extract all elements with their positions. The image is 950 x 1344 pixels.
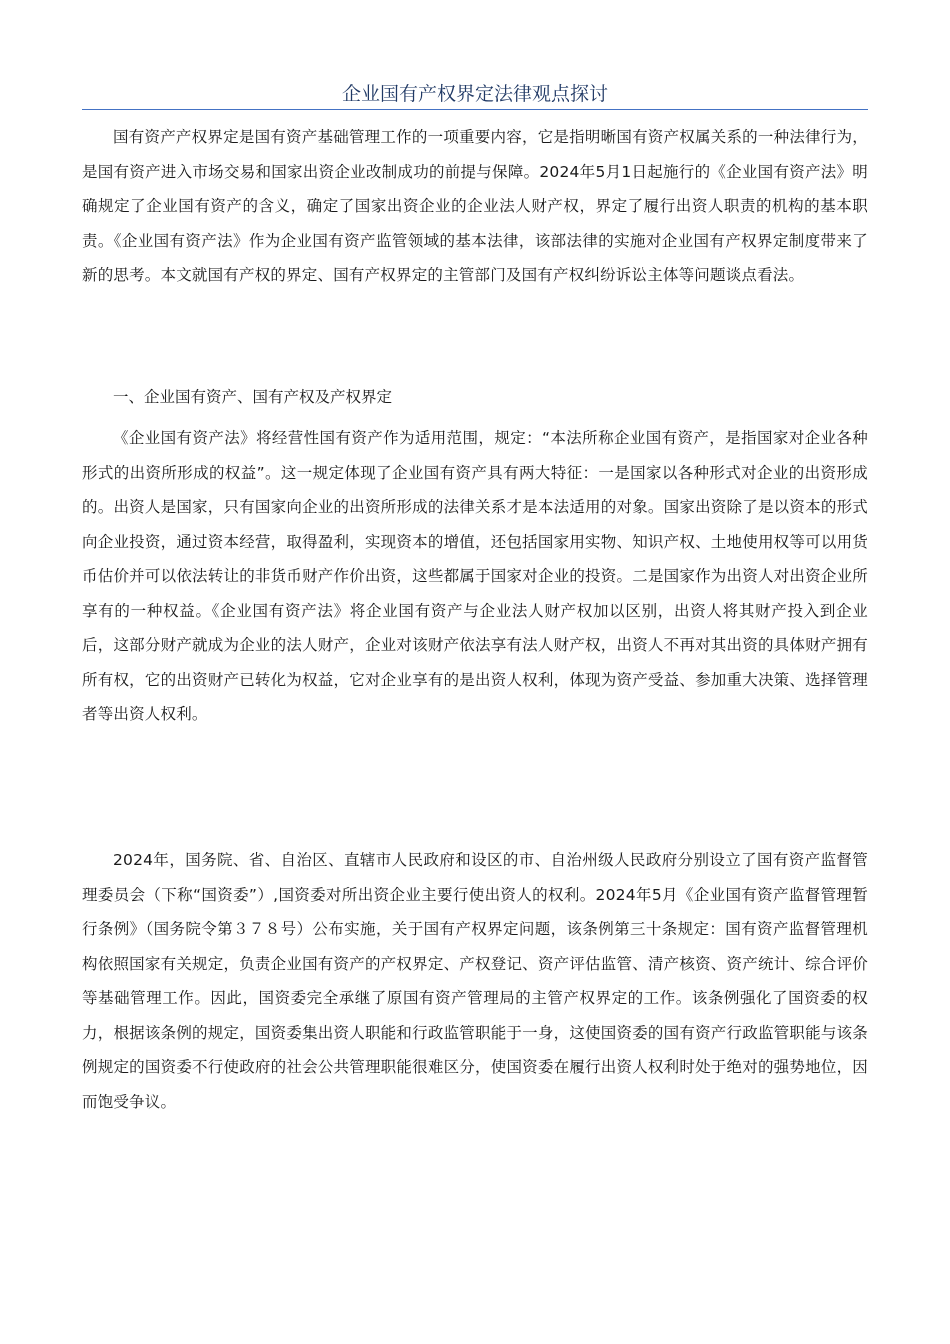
section-1-paragraph-1: 《企业国有资产法》将经营性国有资产作为适用范围，规定：“本法所称企业国有资产，是指国家对企业各种形式的出资所形成的权益”。这一规定体现了企业国有资产具有两大特征：一是国家以各种形式对企业的出资形成的。出资人是国家，只有国家向企业的出资所形成的法律关系才是本法适用的对象。国家出资除了是以资本的形式向企业投资，通过资本经营，取得盈利，实现资本的增值，还包括国家用实物、知识产权、土地使用权等可以用货币估价并可以依法转让的非货币财产作价出资，这些都属于国家对企业的投资。二是国家作为出资人对出资企业所享有的一种权益。《企业国有资产法》将企业国有资产与企业法人财产权加以区别，出资人将其财产投入到企业后，这部分财产就成为企业的法人财产，企业对该财产依法享有法人财产权，出资人不再对其出资的具体财产拥有所有权，它的出资财产已转化为权益，它对企业享有的是出资人权利，体现为资产受益、参加重大决策、选择管理者等出资人权利。	[82, 429, 868, 723]
section-heading-1: 一、企业国有资产、国有产权及产权界定	[113, 388, 393, 406]
intro-paragraph: 国有资产产权界定是国有资产基础管理工作的一项重要内容，它是指明晰国有资产权属关系的一种法律行为，是国有资产进入市场交易和国家出资企业改制成功的前提与保障。2024年5月1日起施行的《企业国有资产法》明确规定了企业国有资产的含义，确定了国家出资企业的企业法人财产权，界定了履行出资人职责的机构的基本职责。《企业国有资产法》作为企业国有资产监管领域的基本法律，该部法律的实施对企业国有产权界定制度带来了新的思考。本文就国有产权的界定、国有产权界定的主管部门及国有产权纠纷诉讼主体等问题谈点看法。	[82, 128, 868, 284]
section-1-paragraph-2: 2024年，国务院、省、自治区、直辖市人民政府和设区的市、自治州级人民政府分别设立了国有资产监督管理委员会（下称“国资委”）,国资委对所出资企业主要行使出资人的权利。2024年5月《企业国有资产监督管理暂行条例》（国务院令第３７８号）公布实施，关于国有产权界定问题，该条例第三十条规定：国有资产监督管理机构依照国家有关规定，负责企业国有资产的产权界定、产权登记、资产评估监管、清产核资、资产统计、综合评价等基础管理工作。因此，国资委完全承继了原国有资产管理局的主管产权界定的工作。该条例强化了国资委的权力，根据该条例的规定，国资委集出资人职能和行政监管职能于一身，这使国资委的国有资产行政监管职能与该条例规定的国资委不行使政府的社会公共管理职能很难区分，使国资委在履行出资人权利时处于绝对的强势地位，因而饱受争议。	[82, 851, 868, 1111]
title-divider	[82, 109, 868, 110]
document-title: 企业国有产权界定法律观点探讨	[341, 83, 608, 105]
